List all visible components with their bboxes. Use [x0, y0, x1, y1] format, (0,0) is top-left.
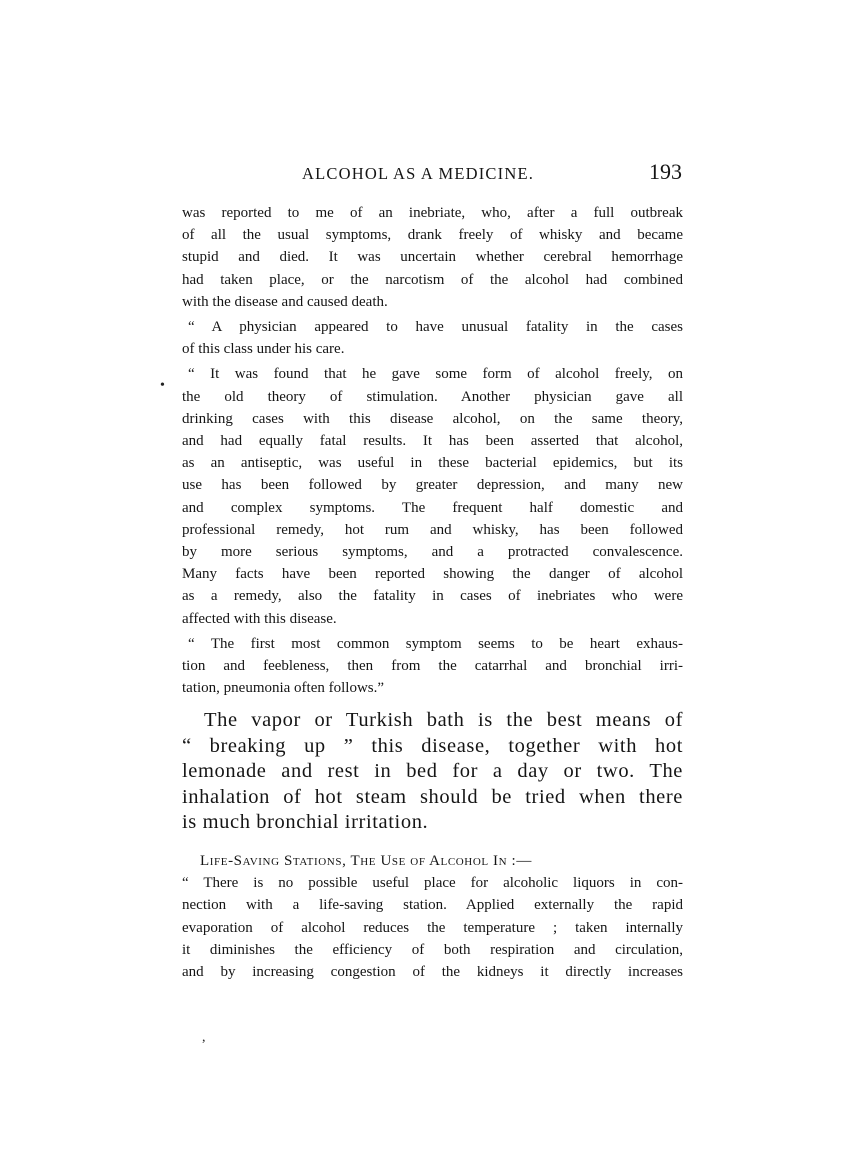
paragraph-1: was reported to me of an inebriate, who, after a full outbreak of all the usual symptoms, drank freely of whisky and became stupid and died. It was uncertain whether cerebral hemorrhage had taken place, or the narcotism of the alcohol had combined with the disease and caused death.: [182, 205, 683, 310]
section-heading: Life-Saving Stations, The Use of Alcohol In :—: [200, 853, 532, 869]
running-title: ALCOHOL AS A MEDICINE.: [302, 164, 535, 183]
paragraph-4: “ The first most common symptom seems to be heart exhaus- tion and feebleness, then from the catarrhal and bronchial irri- tation, pneumonia often follows.”: [182, 635, 683, 697]
body-text-small-2: [182, 850, 683, 983]
body-text-small-1: [182, 202, 683, 699]
page-header: [182, 158, 684, 190]
paragraph-6: Life-Saving Stations, The Use of Alcohol In :— “ There is no possible useful place for alcoholic liquors in con- nection with a life-saving station. Applied externally the rapid evaporation of alcohol reduces the temperature ; taken internally it diminishes the efficiency of both respiration and circulation, and by increasing congestion of the kidneys it directly increases: [182, 850, 683, 983]
paragraph-3: “ It was found that he gave some form of alcohol freely, on the old theory of stimulation. Another physician gave all drinking cases with this disease alcohol, on the same theory, and had equally fatal results. It has been asserted that alcohol, as an antiseptic, was useful in these bacterial epidemics, but its use has been followed by greater depression, and many new and complex symptoms. The frequent half domestic and professional remedy, hot rum and whisky, has been followed by more serious symptoms, and a protracted convalescence. Many facts have been reported showing the danger of alcohol as a remedy, also the fatality in cases of inebriates who were affected with this disease.: [182, 366, 683, 627]
paragraph-5: The vapor or Turkish bath is the best means of “ breaking up ” this disease, together with hot lemonade and rest in bed for a day or two. The inhalation of hot steam should be tried when there is much bronchial irritation.: [182, 709, 683, 833]
margin-dot: •: [160, 378, 165, 393]
body-text-large: [182, 708, 683, 836]
paragraph-2: “ A physician appeared to have unusual fatality in the cases of this class under his care.: [182, 319, 683, 358]
stray-mark: ,: [202, 1030, 206, 1045]
page-number: 193: [649, 159, 682, 184]
